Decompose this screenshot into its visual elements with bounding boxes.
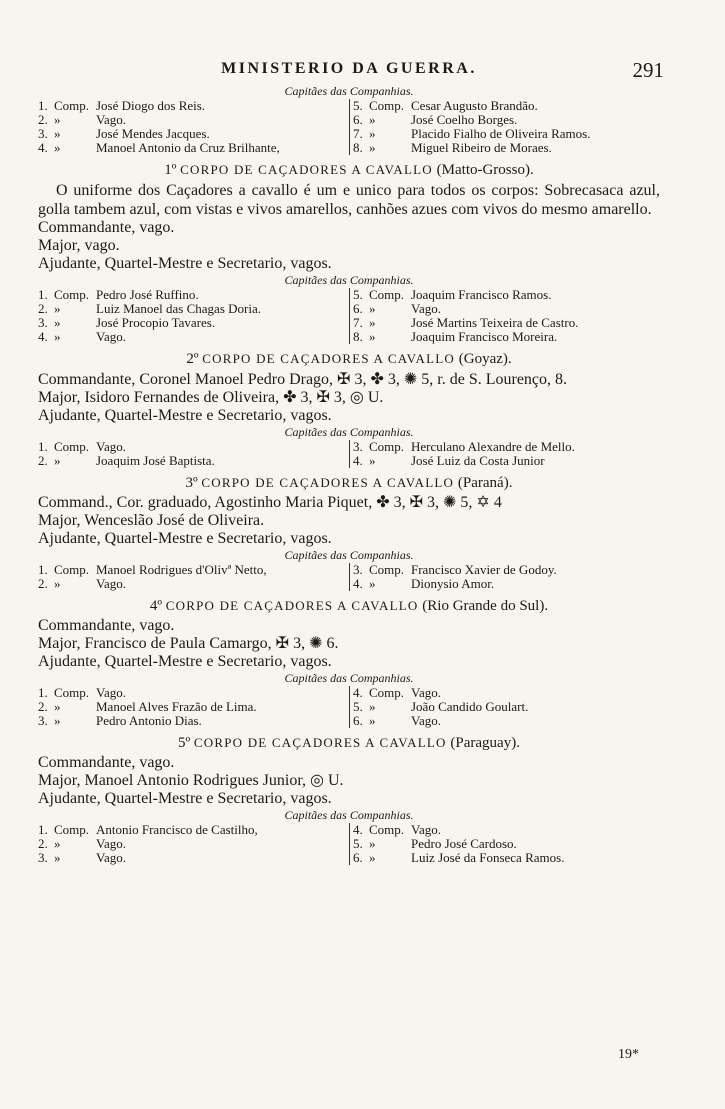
captain-row: 4. Comp. Vago. bbox=[353, 686, 441, 700]
captains-table bbox=[38, 823, 660, 865]
captains-left-column bbox=[38, 823, 349, 865]
captain-row: 3. Comp. Francisco Xavier de Godoy. bbox=[353, 563, 557, 577]
commander-line: Commandante, Coronel Manoel Pedro Drago, ✠ 3, ✤ 3, ✺ 5, r. de S. Lourenço, 8. bbox=[38, 371, 568, 388]
section-heading-4: 4º CORPO DE CAÇADORES A CAVALLO (Rio Grande do Sul). bbox=[149, 598, 549, 614]
captain-row: 2. » Luiz Manoel das Chagas Doria. bbox=[38, 302, 261, 316]
captains-right-column bbox=[349, 686, 660, 728]
captain-row: 1. Comp. Vago. bbox=[38, 686, 126, 700]
captain-row: 1. Comp. Vago. bbox=[38, 440, 126, 454]
captains-caption: Capitães das Companhias. bbox=[284, 425, 414, 439]
captains-right-column bbox=[349, 563, 660, 591]
captain-row: 3. » Pedro Antonio Dias. bbox=[38, 714, 202, 728]
adjutant-line: Ajudante, Quartel-Mestre e Secretario, vagos. bbox=[38, 407, 332, 424]
adjutant-line: Ajudante, Quartel-Mestre e Secretario, vagos. bbox=[38, 255, 332, 272]
captains-right-column bbox=[349, 288, 660, 344]
commander-line: Commandante, vago. bbox=[38, 219, 175, 236]
captains-caption: Capitães das Companhias. bbox=[284, 548, 414, 562]
signature-mark: 19* bbox=[618, 1047, 639, 1062]
captains-caption: Capitães das Companhias. bbox=[284, 273, 414, 287]
captain-row: 2. » Vago. bbox=[38, 577, 126, 591]
commander-line: Commandante, vago. bbox=[38, 617, 175, 634]
captain-row: 3. » José Mendes Jacques. bbox=[38, 127, 210, 141]
captains-right-column bbox=[349, 440, 660, 468]
captain-row: 8. » Miguel Ribeiro de Moraes. bbox=[353, 141, 552, 155]
captain-row: 7. » Placido Fialho de Oliveira Ramos. bbox=[353, 127, 591, 141]
captain-row: 4. » Dionysio Amor. bbox=[353, 577, 495, 591]
captain-row: 1. Comp. Pedro José Ruffino. bbox=[38, 288, 199, 302]
captain-row: 8. » Joaquim Francisco Moreira. bbox=[353, 330, 558, 344]
captains-left-column bbox=[38, 99, 349, 155]
captains-left-column bbox=[38, 686, 349, 728]
captains-right-column bbox=[349, 99, 660, 155]
captain-row: 6. » Vago. bbox=[353, 714, 441, 728]
captain-row: 2. » Vago. bbox=[38, 113, 126, 127]
adjutant-line: Ajudante, Quartel-Mestre e Secretario, vagos. bbox=[38, 790, 332, 807]
captain-row: 5. » João Candido Goulart. bbox=[353, 700, 529, 714]
captain-row: 4. » José Luiz da Costa Junior bbox=[353, 454, 545, 468]
captain-row: 5. Comp. Cesar Augusto Brandão. bbox=[353, 99, 538, 113]
captain-row: 1. Comp. José Diogo dos Reis. bbox=[38, 99, 206, 113]
page-number: 291 bbox=[632, 58, 664, 82]
captain-row: 7. » José Martins Teixeira de Castro. bbox=[353, 316, 579, 330]
document-page bbox=[38, 58, 664, 865]
captain-row: 3. Comp. Herculano Alexandre de Mello. bbox=[353, 440, 575, 454]
major-line: Major, Francisco de Paula Camargo, ✠ 3, ✺ 6. bbox=[38, 635, 339, 652]
major-line: Major, Manoel Antonio Rodrigues Junior, ◎ U. bbox=[38, 772, 344, 789]
commander-line: Commandante, vago. bbox=[38, 754, 175, 771]
captain-row: 6. » José Coelho Borges. bbox=[353, 113, 518, 127]
uniform-paragraph: O uniforme dos Caçadores a cavallo é um e unico para todos os corpos: Sobrecasaca azul, golla tambem azul, com vistas e vivos amarellos, canhões azues com vivos do mesmo amarello. bbox=[38, 182, 660, 218]
adjutant-line: Ajudante, Quartel-Mestre e Secretario, vagos. bbox=[38, 653, 332, 670]
captains-table bbox=[38, 288, 660, 344]
section-heading-2: 2º CORPO DE CAÇADORES A CAVALLO (Goyaz). bbox=[186, 351, 512, 367]
captain-row: 4. » Manoel Antonio da Cruz Brilhante, bbox=[38, 141, 280, 155]
captain-row: 3. » José Procopio Tavares. bbox=[38, 316, 216, 330]
commander-line: Command., Cor. graduado, Agostinho Maria Piquet, ✤ 3, ✠ 3, ✺ 5, ✡ 4 bbox=[38, 494, 502, 511]
captains-left-column bbox=[38, 563, 349, 591]
page-header bbox=[38, 58, 664, 84]
major-line: Major, Isidoro Fernandes de Oliveira, ✤ 3, ✠ 3, ◎ U. bbox=[38, 389, 384, 406]
captain-row: 4. Comp. Vago. bbox=[353, 823, 441, 837]
captain-row: 6. » Luiz José da Fonseca Ramos. bbox=[353, 851, 565, 865]
major-line: Major, vago. bbox=[38, 237, 120, 254]
captains-table bbox=[38, 99, 660, 155]
major-line: Major, Wenceslão José de Oliveira. bbox=[38, 512, 265, 529]
captains-caption: Capitães das Companhias. bbox=[284, 671, 414, 685]
captain-row: 2. » Manoel Alves Frazão de Lima. bbox=[38, 700, 257, 714]
adjutant-line: Ajudante, Quartel-Mestre e Secretario, vagos. bbox=[38, 530, 332, 547]
captain-row: 5. Comp. Joaquim Francisco Ramos. bbox=[353, 288, 552, 302]
captain-row: 3. » Vago. bbox=[38, 851, 126, 865]
captain-row: 4. » Vago. bbox=[38, 330, 126, 344]
captain-row: 1. Comp. Antonio Francisco de Castilho, bbox=[38, 823, 258, 837]
captains-left-column bbox=[38, 288, 349, 344]
captains-caption: Capitães das Companhias. bbox=[284, 84, 414, 98]
captains-right-column bbox=[349, 823, 660, 865]
captain-row: 6. » Vago. bbox=[353, 302, 441, 316]
section-heading-3: 3º CORPO DE CAÇADORES A CAVALLO (Paraná). bbox=[185, 475, 513, 491]
captains-caption: Capitães das Companhias. bbox=[284, 808, 414, 822]
captains-table bbox=[38, 563, 660, 591]
captain-row: 1. Comp. Manoel Rodrigues d'Olivª Netto, bbox=[38, 563, 267, 577]
captains-left-column bbox=[38, 440, 349, 468]
page-title: MINISTERIO DA GUERRA. bbox=[221, 60, 477, 77]
section-heading-1: 1º CORPO DE CAÇADORES A CAVALLO (Matto-Grosso). bbox=[164, 162, 534, 178]
section-heading-5: 5º CORPO DE CAÇADORES A CAVALLO (Paraguay). bbox=[178, 735, 520, 751]
captains-table bbox=[38, 440, 660, 468]
captain-row: 2. » Vago. bbox=[38, 837, 126, 851]
captains-table bbox=[38, 686, 660, 728]
captain-row: 5. » Pedro José Cardoso. bbox=[353, 837, 517, 851]
captain-row: 2. » Joaquim José Baptista. bbox=[38, 454, 215, 468]
